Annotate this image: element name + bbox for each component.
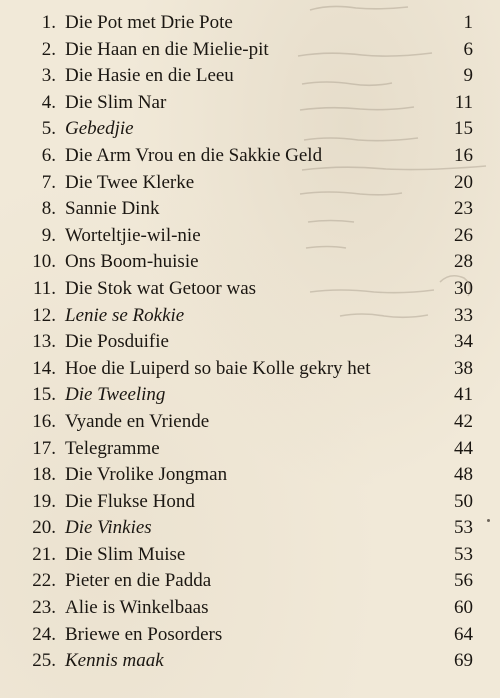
entry-title: Ons Boom-huisie (65, 251, 199, 273)
entry-title: Sannie Dink (65, 198, 160, 220)
entry-number: 18. (32, 464, 56, 486)
toc-entry (0, 462, 500, 489)
entry-page-number: 53 (454, 543, 473, 565)
entry-number: 12. (32, 304, 56, 326)
toc-entry (0, 10, 500, 37)
entry-number: 3. (41, 65, 56, 87)
toc-entry (0, 223, 500, 250)
entry-title: Die Hasie en die Leeu (65, 65, 234, 87)
entry-page-number: 9 (463, 65, 473, 87)
entry-page-number: 23 (454, 198, 473, 220)
entry-title: Die Stok wat Getoor was (65, 277, 257, 299)
entry-page-number: 30 (454, 277, 473, 299)
toc-entry (0, 303, 500, 330)
entry-page-number: 28 (454, 251, 473, 273)
entry-title: Die Vrolike Jongman (65, 464, 228, 486)
entry-number: 24. (32, 623, 56, 645)
toc-entry (0, 276, 500, 303)
entry-title: Gebedjie (65, 118, 134, 140)
entry-page-number: 41 (454, 384, 473, 406)
entry-number: 1. (41, 12, 56, 33)
entry-page-number: 16 (454, 144, 473, 166)
entry-page-number: 33 (454, 304, 473, 326)
entry-number: 10. (32, 251, 56, 273)
entry-page-number: 56 (454, 570, 473, 592)
entry-title: Worteltjie-wil-nie (65, 224, 201, 246)
entry-number: 5. (41, 118, 56, 140)
entry-page-number: 26 (454, 224, 473, 246)
entry-page-number: 44 (454, 437, 473, 459)
toc-entry (0, 515, 500, 542)
entry-title: Briewe en Posorders (65, 623, 223, 645)
entry-page-number: 53 (454, 517, 473, 539)
entry-number: 23. (32, 597, 56, 619)
entry-page-number: 6 (463, 38, 473, 60)
entry-title: Kennis maak (65, 650, 164, 672)
entry-title: Die Haan en die Mielie-pit (65, 38, 269, 60)
entry-title: Die Pot met Drie Pote (65, 12, 233, 33)
toc-entry (0, 382, 500, 409)
entry-number: 20. (32, 517, 56, 539)
toc-entry (0, 143, 500, 170)
entry-number: 16. (32, 410, 56, 432)
entry-title: Die Flukse Hond (65, 490, 195, 512)
entry-page-number: 48 (454, 464, 473, 486)
entry-title: Die Slim Muise (65, 543, 186, 565)
entry-page-number: 42 (454, 410, 473, 432)
entry-number: 25. (32, 650, 56, 672)
entry-page-number: 60 (454, 597, 473, 619)
entry-title: Die Posduifie (65, 331, 169, 353)
entry-number: 11. (32, 277, 56, 299)
toc-entry (0, 648, 500, 675)
toc-entry (0, 170, 500, 197)
entry-title: Die Slim Nar (65, 91, 167, 113)
entry-number: 15. (32, 384, 56, 406)
toc-entry (0, 356, 500, 383)
entry-number: 4. (41, 91, 56, 113)
toc-entry (0, 37, 500, 64)
entry-page-number: 64 (454, 623, 473, 645)
entry-title: Pieter en die Padda (65, 570, 212, 592)
entry-title: Die Vinkies (65, 517, 152, 539)
toc-entry (0, 489, 500, 516)
entry-number: 6. (41, 144, 56, 166)
toc-entry (0, 595, 500, 622)
toc-entry (0, 63, 500, 90)
entry-page-number: 15 (454, 118, 473, 140)
entry-page-number: 1 (463, 12, 473, 33)
toc-entry (0, 90, 500, 117)
entry-title: Die Tweeling (65, 384, 166, 406)
entry-number: 2. (41, 38, 56, 60)
entry-number: 17. (32, 437, 56, 459)
entry-page-number: 20 (454, 171, 473, 193)
entry-title: Alie is Winkelbaas (65, 597, 209, 619)
toc-entry (0, 409, 500, 436)
entry-number: 19. (32, 490, 56, 512)
toc-entry (0, 249, 500, 276)
table-of-contents (0, 10, 500, 675)
toc-entry (0, 436, 500, 463)
entry-number: 21. (32, 543, 56, 565)
entry-number: 13. (32, 331, 56, 353)
entry-title: Die Twee Klerke (65, 171, 195, 193)
entry-title: Die Arm Vrou en die Sakkie Geld (65, 144, 323, 166)
entry-number: 7. (41, 171, 56, 193)
toc-entry (0, 622, 500, 649)
entry-page-number: 50 (454, 490, 473, 512)
entry-title: Telegramme (65, 437, 160, 459)
toc-entry (0, 116, 500, 143)
entry-title: Lenie se Rokkie (65, 304, 185, 326)
entry-title: Hoe die Luiperd so baie Kolle gekry het (65, 357, 371, 379)
toc-entry (0, 329, 500, 356)
ink-speck (487, 519, 490, 522)
entry-page-number: 69 (454, 650, 473, 672)
toc-entry (0, 568, 500, 595)
entry-title: Vyande en Vriende (65, 410, 210, 432)
entry-page-number: 11 (454, 91, 473, 113)
toc-entry (0, 542, 500, 569)
entry-number: 22. (32, 570, 56, 592)
toc-entry (0, 196, 500, 223)
entry-number: 14. (32, 357, 56, 379)
entry-page-number: 34 (454, 331, 473, 353)
entry-number: 8. (41, 198, 56, 220)
entry-page-number: 38 (454, 357, 473, 379)
entry-number: 9. (41, 224, 56, 246)
